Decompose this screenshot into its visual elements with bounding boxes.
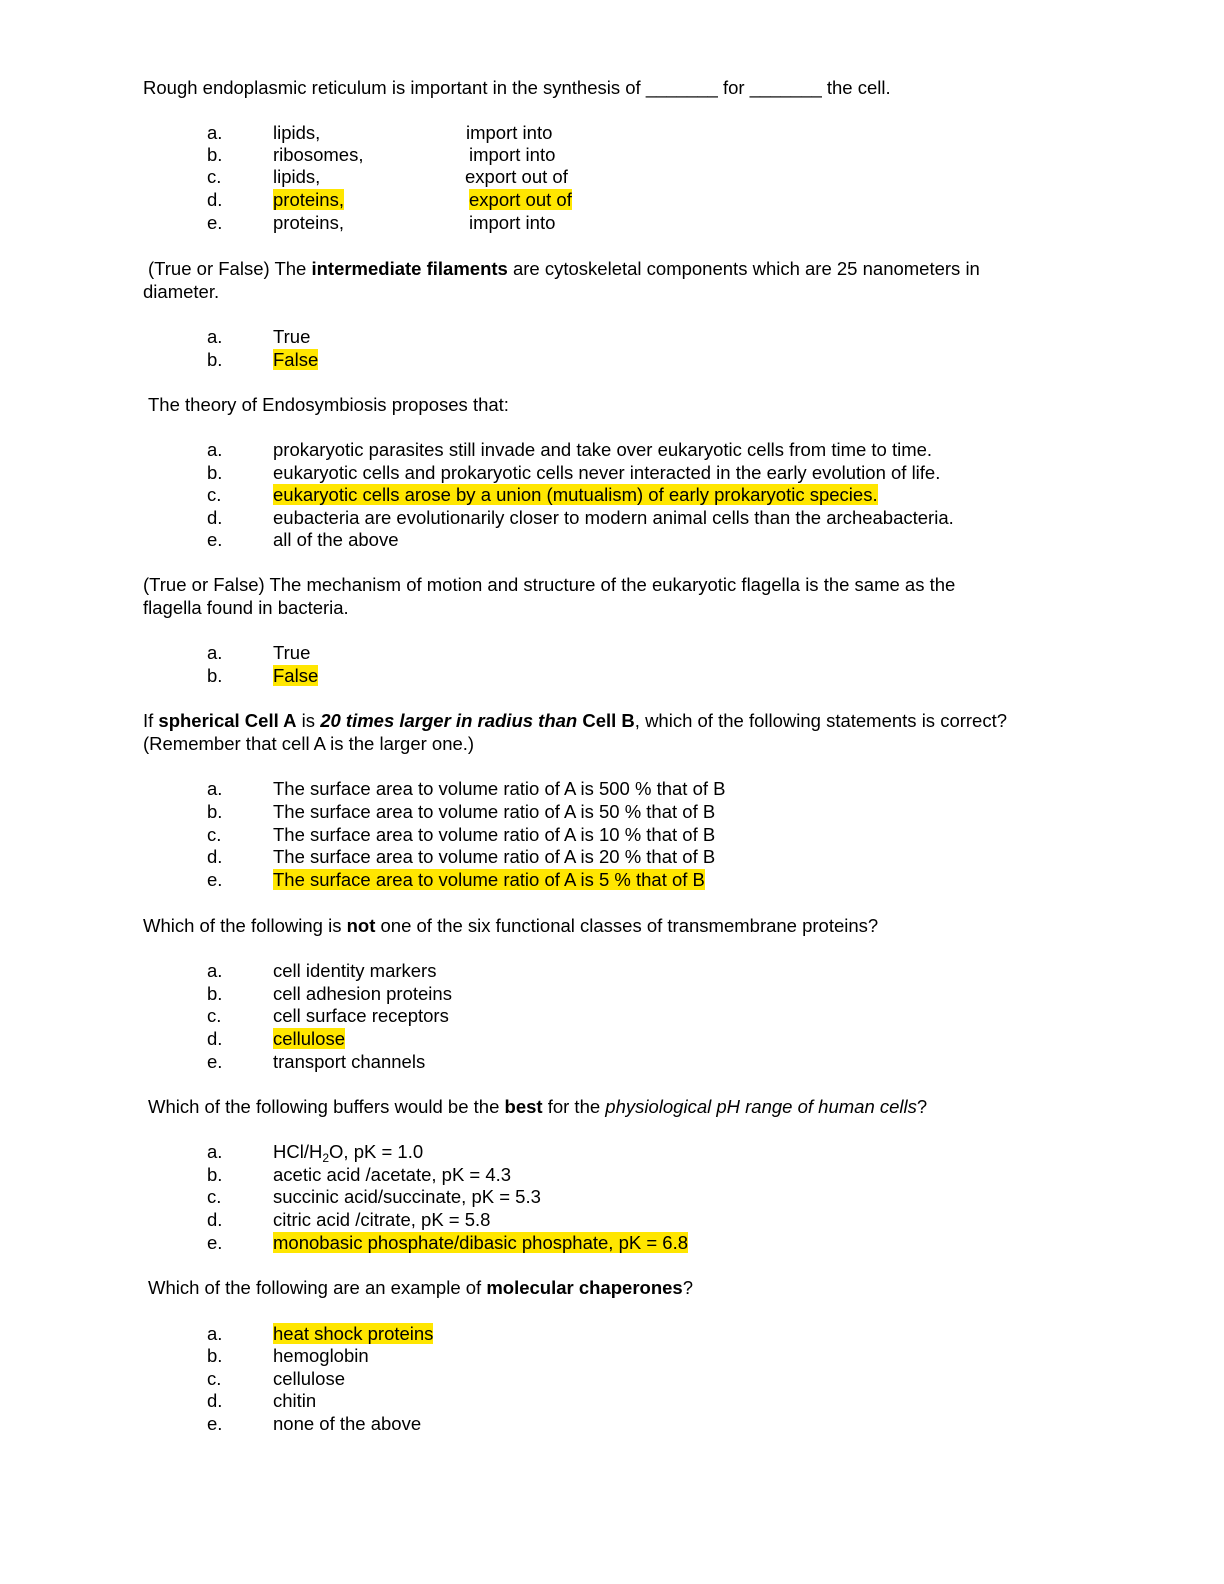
option-text: none of the above bbox=[273, 1413, 422, 1434]
option-letter: a. bbox=[207, 642, 223, 663]
correct-answer-highlight: eukaryotic cells arose by a union (mutualism) of early prokaryotic species. bbox=[273, 484, 878, 505]
option-letter: d. bbox=[207, 1209, 223, 1230]
option-text-col2: export out of bbox=[465, 166, 568, 187]
option-text: cell identity markers bbox=[273, 960, 437, 981]
question-4-stem-line2: flagella found in bacteria. bbox=[143, 597, 349, 618]
option-letter: a. bbox=[207, 1323, 223, 1344]
option-letter: b. bbox=[207, 144, 223, 165]
option-text: prokaryotic parasites still invade and take over eukaryotic cells from time to time. bbox=[273, 439, 933, 460]
correct-answer-highlight: The surface area to volume ratio of A is 5 % that of B bbox=[273, 869, 705, 890]
option-letter: b. bbox=[207, 462, 223, 483]
option-letter: c. bbox=[207, 166, 222, 187]
option-text: The surface area to volume ratio of A is 10 % that of B bbox=[273, 824, 716, 845]
option-letter: e. bbox=[207, 869, 223, 890]
option-letter: d. bbox=[207, 1028, 223, 1049]
option-letter: a. bbox=[207, 1141, 223, 1162]
option-letter: a. bbox=[207, 778, 223, 799]
option-letter: a. bbox=[207, 122, 223, 143]
option-letter: c. bbox=[207, 1005, 222, 1026]
option-letter: c. bbox=[207, 484, 222, 505]
option-text: HCl/$H_2O$, pK = 1.0 bbox=[273, 1141, 424, 1165]
option-text: True bbox=[273, 326, 311, 347]
option-text: eubacteria are evolutionarily closer to modern animal cells than the archeabacteria. bbox=[273, 507, 954, 528]
option-text: citric acid /citrate, pK = 5.8 bbox=[273, 1209, 491, 1230]
question-4-stem: (True or False) The mechanism of motion and structure of the eukaryotic flagella is the same as the bbox=[143, 574, 956, 595]
option-letter: d. bbox=[207, 507, 223, 528]
option-text: chitin bbox=[273, 1390, 317, 1411]
question-5-stem: If spherical Cell A is 20 times larger in radius than Cell B, which of the following statements is correct? bbox=[143, 710, 1008, 731]
correct-answer-highlight: heat shock proteins bbox=[273, 1323, 434, 1344]
question-1-stem: Rough endoplasmic reticulum is important in the synthesis of _______ for _______ the cell. bbox=[143, 77, 891, 98]
option-letter: b. bbox=[207, 983, 223, 1004]
option-text: hemoglobin bbox=[273, 1345, 369, 1366]
option-letter: b. bbox=[207, 801, 223, 822]
correct-answer-highlight: False bbox=[273, 349, 319, 370]
option-text: The surface area to volume ratio of A is 50 % that of B bbox=[273, 801, 716, 822]
option-letter: b. bbox=[207, 349, 223, 370]
option-text-col2: import into bbox=[466, 122, 553, 143]
option-letter: b. bbox=[207, 1164, 223, 1185]
option-letter: c. bbox=[207, 1186, 222, 1207]
option-text: cell adhesion proteins bbox=[273, 983, 452, 1004]
question-6-stem: Which of the following is not one of the six functional classes of transmembrane proteins? bbox=[143, 915, 879, 936]
option-letter: c. bbox=[207, 824, 222, 845]
option-letter: e. bbox=[207, 212, 223, 233]
question-5-stem-line2: (Remember that cell A is the larger one.) bbox=[143, 733, 475, 754]
option-text-col2: import into bbox=[469, 144, 556, 165]
option-letter: e. bbox=[207, 529, 223, 550]
option-letter: c. bbox=[207, 1368, 222, 1389]
option-text: transport channels bbox=[273, 1051, 426, 1072]
correct-answer-highlight: monobasic phosphate/dibasic phosphate, pK = 6.8 bbox=[273, 1232, 689, 1253]
correct-answer-highlight: cellulose bbox=[273, 1028, 345, 1049]
option-letter: b. bbox=[207, 665, 223, 686]
option-text: cellulose bbox=[273, 1368, 345, 1389]
option-text: cell surface receptors bbox=[273, 1005, 449, 1026]
option-text: proteins, bbox=[273, 212, 344, 233]
option-letter: a. bbox=[207, 439, 223, 460]
option-text: lipids, bbox=[273, 166, 321, 187]
correct-answer-highlight: False bbox=[273, 665, 319, 686]
question-7-stem: Which of the following buffers would be the best for the physiological pH range of human cells? bbox=[148, 1096, 928, 1117]
question-2-stem: (True or False) The intermediate filaments are cytoskeletal components which are 25 nanometers in bbox=[148, 258, 980, 279]
option-letter: a. bbox=[207, 326, 223, 347]
option-letter: d. bbox=[207, 1390, 223, 1411]
option-text: True bbox=[273, 642, 311, 663]
option-letter: d. bbox=[207, 189, 223, 210]
question-2-stem-line2: diameter. bbox=[143, 281, 220, 302]
option-text: eukaryotic cells and prokaryotic cells never interacted in the early evolution of life. bbox=[273, 462, 941, 483]
option-text: lipids, bbox=[273, 122, 321, 143]
option-letter: e. bbox=[207, 1413, 223, 1434]
option-text: ribosomes, bbox=[273, 144, 364, 165]
correct-answer-highlight: export out of bbox=[469, 189, 572, 210]
option-text: acetic acid /acetate, pK = 4.3 bbox=[273, 1164, 512, 1185]
option-letter: e. bbox=[207, 1051, 223, 1072]
question-8-stem: Which of the following are an example of molecular chaperones? bbox=[148, 1277, 694, 1298]
option-letter: d. bbox=[207, 846, 223, 867]
option-letter: b. bbox=[207, 1345, 223, 1366]
option-text: succinic acid/succinate, pK = 5.3 bbox=[273, 1186, 541, 1207]
option-letter: a. bbox=[207, 960, 223, 981]
question-3-stem: The theory of Endosymbiosis proposes that: bbox=[148, 394, 509, 415]
option-text: all of the above bbox=[273, 529, 399, 550]
option-text: The surface area to volume ratio of A is 500 % that of B bbox=[273, 778, 726, 799]
correct-answer-highlight: proteins, bbox=[273, 189, 344, 210]
option-letter: e. bbox=[207, 1232, 223, 1253]
option-text: The surface area to volume ratio of A is 20 % that of B bbox=[273, 846, 716, 867]
option-text-col2: import into bbox=[469, 212, 556, 233]
